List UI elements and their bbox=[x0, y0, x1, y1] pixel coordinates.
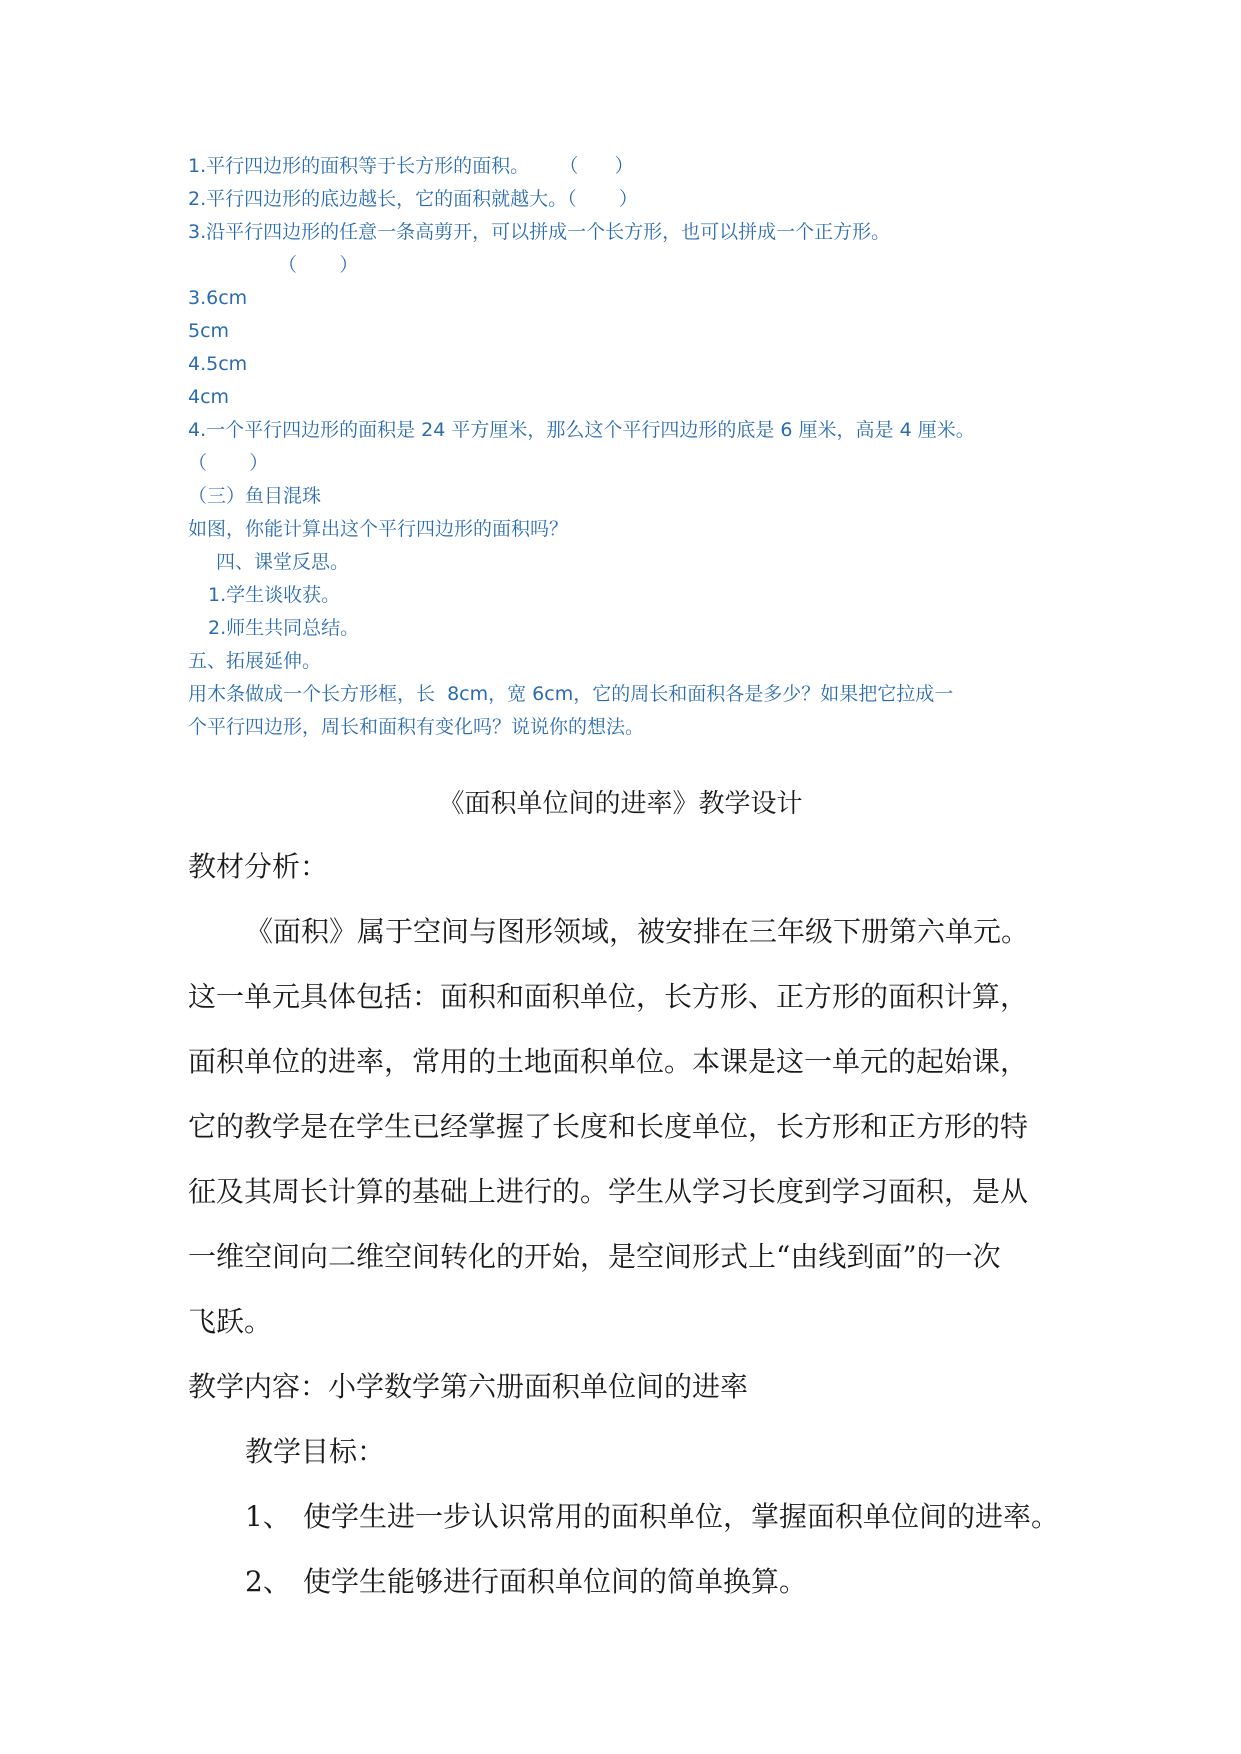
section-5-text: 个平行四边形，周长和面积有变化吗？说说你的想法。 bbox=[188, 716, 645, 738]
dimension-label: 4.5cm bbox=[188, 353, 248, 375]
document-title: 《面积单位间的进率》教学设计 bbox=[438, 789, 803, 819]
question-1: 1.平行四边形的面积等于长方形的面积。 （ ） bbox=[188, 155, 634, 177]
paragraph-line: 飞跃。 bbox=[188, 1305, 273, 1338]
teaching-content: 教学内容：小学数学第六册面积单位间的进率 bbox=[188, 1370, 749, 1403]
analysis-heading: 教材分析： bbox=[188, 850, 329, 883]
section-3-heading: （三）鱼目混珠 bbox=[188, 485, 322, 507]
paragraph-line: 面积单位的进率，常用的土地面积单位。本课是这一单元的起始课， bbox=[188, 1045, 1029, 1078]
paragraph-line: 这一单元具体包括：面积和面积单位，长方形、正方形的面积计算， bbox=[188, 980, 1029, 1013]
question-4-answer-blank: （ ） bbox=[188, 452, 269, 474]
question-3-answer-blank: （ ） bbox=[278, 254, 359, 276]
paragraph-line: 它的教学是在学生已经掌握了长度和长度单位，长方形和正方形的特 bbox=[188, 1110, 1029, 1143]
goal-number: 1、 bbox=[245, 1500, 291, 1533]
paragraph-line: 征及其周长计算的基础上进行的。学生从学习长度到学习面积，是从 bbox=[188, 1175, 1029, 1208]
question-3: 3.沿平行四边形的任意一条高剪开，可以拼成一个长方形，也可以拼成一个正方形。 bbox=[188, 221, 891, 243]
dimension-label: 5cm bbox=[188, 320, 230, 342]
goals-heading: 教学目标： bbox=[245, 1435, 386, 1468]
paragraph-line: 《面积》属于空间与图形领域，被安排在三年级下册第六单元。 bbox=[245, 915, 1030, 948]
dimension-label: 4cm bbox=[188, 386, 230, 408]
question-2: 2.平行四边形的底边越长，它的面积就越大。（ ） bbox=[188, 188, 638, 210]
paragraph-line: 一维空间向二维空间转化的开始，是空间形式上“由线到面”的一次 bbox=[188, 1240, 1001, 1273]
goal-text: 使学生进一步认识常用的面积单位，掌握面积单位间的进率。 bbox=[303, 1500, 1060, 1533]
goal-text: 使学生能够进行面积单位间的简单换算。 bbox=[303, 1565, 808, 1598]
goal-number: 2、 bbox=[245, 1565, 291, 1598]
section-5-text: 用木条做成一个长方形框，长 8cm，宽 6cm，它的周长和面积各是多少？如果把它拉成一 bbox=[188, 683, 954, 705]
dimension-label: 3.6cm bbox=[188, 287, 248, 309]
question-4: 4.一个平行四边形的面积是 24 平方厘米，那么这个平行四边形的底是 6 厘米，高是 4 厘米。 bbox=[188, 419, 975, 441]
section-5-heading: 五、拓展延伸。 bbox=[188, 650, 322, 672]
section-3-text: 如图，你能计算出这个平行四边形的面积吗？ bbox=[188, 518, 569, 540]
section-4-item: 1.学生谈收获。 bbox=[208, 584, 341, 606]
section-4-heading: 四、课堂反思。 bbox=[216, 551, 350, 573]
section-4-item: 2.师生共同总结。 bbox=[208, 617, 360, 639]
